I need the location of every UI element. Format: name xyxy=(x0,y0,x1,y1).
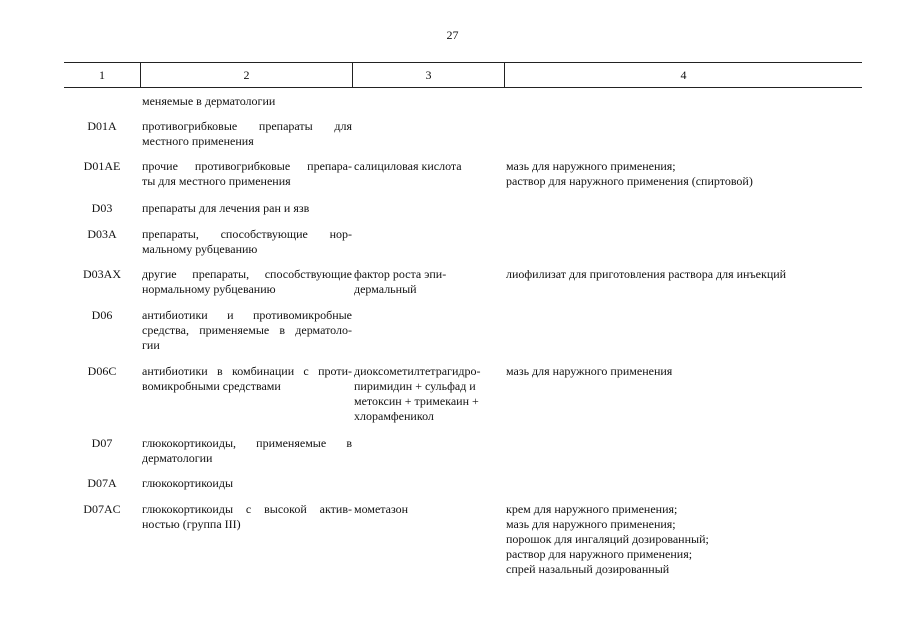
atc-code: D03AX xyxy=(83,267,121,281)
atc-group-line: местного применения xyxy=(142,134,254,148)
atc-group-line: препараты, способствующие нор- xyxy=(142,227,352,241)
atc-group xyxy=(142,227,352,257)
dosage-forms-line: раствор для наружного применения (спиртовой) xyxy=(506,174,753,188)
atc-group-line: гии xyxy=(142,338,160,352)
dosage-forms xyxy=(506,364,856,379)
atc-group xyxy=(142,201,352,216)
substance-line: пиримидин + сульфад и xyxy=(354,379,476,393)
atc-code: D03 xyxy=(91,201,113,215)
atc-group-line: глюкокортикоиды xyxy=(142,476,234,490)
atc-group xyxy=(142,436,352,466)
substance-line: салициловая кислота xyxy=(354,159,462,173)
substance-line: дермальный xyxy=(354,282,417,296)
substance xyxy=(354,364,502,424)
atc-group xyxy=(142,119,352,149)
atc-group xyxy=(142,94,352,109)
atc-group-line: антибиотики и противомикробные xyxy=(142,308,352,322)
substance xyxy=(354,267,502,297)
dosage-forms-line: мазь для наружного применения; xyxy=(506,517,676,531)
substance-line: диоксометилтетрагидро- xyxy=(354,364,481,378)
atc-group-line: другие препараты, способствующие xyxy=(142,267,352,281)
header-col-3: 3 xyxy=(425,68,432,82)
dosage-forms-line: раствор для наружного применения; xyxy=(506,547,693,561)
dosage-forms-line: мазь для наружного применения xyxy=(506,364,673,378)
atc-group xyxy=(142,502,352,532)
dosage-forms-line: лиофилизат для приготовления раствора для инъекций xyxy=(506,267,787,281)
atc-code: D01A xyxy=(87,119,117,133)
atc-code: D06 xyxy=(91,308,113,322)
header-col-2: 2 xyxy=(243,68,250,82)
atc-group xyxy=(142,364,352,394)
atc-group xyxy=(142,267,352,297)
atc-code: D06C xyxy=(87,364,117,378)
atc-code: D01AE xyxy=(83,159,121,173)
dosage-forms xyxy=(506,159,856,189)
atc-group xyxy=(142,308,352,353)
atc-group-line: средства, применяемые в дерматоло- xyxy=(142,323,352,337)
atc-group xyxy=(142,159,352,189)
atc-code: D07AC xyxy=(83,502,121,516)
atc-group-line: глюкокортикоиды с высокой актив- xyxy=(142,502,352,516)
dosage-forms-line: мазь для наружного применения; xyxy=(506,159,676,173)
atc-group xyxy=(142,476,352,491)
dosage-forms xyxy=(506,267,856,282)
substance-line: метоксин + тримекаин + xyxy=(354,394,479,408)
dosage-forms-line: спрей назальный дозированный xyxy=(506,562,670,576)
atc-group-line: ностью (группа III) xyxy=(142,517,241,531)
dosage-forms xyxy=(506,502,856,577)
atc-code: D07A xyxy=(87,476,117,490)
atc-group-line: глюкокортикоиды, применяемые в xyxy=(142,436,352,450)
table-header xyxy=(64,62,862,88)
atc-group-line: противогрибковые препараты для xyxy=(142,119,352,133)
page-number: 27 xyxy=(446,28,459,42)
atc-group-line: прочие противогрибковые препара- xyxy=(142,159,352,173)
substance-line: мометазон xyxy=(354,502,409,516)
atc-group-line: антибиотики в комбинации с проти- xyxy=(142,364,352,378)
substance-line: фактор роста эпи- xyxy=(354,267,447,281)
atc-group-line: вомикробными средствами xyxy=(142,379,281,393)
atc-code: D07 xyxy=(91,436,113,450)
substance xyxy=(354,502,502,517)
header-col-4: 4 xyxy=(680,68,687,82)
atc-code: D03A xyxy=(87,227,117,241)
atc-group-line: дерматологии xyxy=(142,451,213,465)
substance xyxy=(354,159,502,174)
atc-group-line: мальному рубцеванию xyxy=(142,242,258,256)
dosage-forms-line: крем для наружного применения; xyxy=(506,502,678,516)
atc-group-line: нормальному рубцеванию xyxy=(142,282,276,296)
header-col-1: 1 xyxy=(99,68,105,82)
substance-line: хлорамфеникол xyxy=(354,409,434,423)
atc-group-line: меняемые в дерматологии xyxy=(142,94,276,108)
dosage-forms-line: порошок для ингаляций дозированный; xyxy=(506,532,709,546)
atc-group-line: ты для местного применения xyxy=(142,174,291,188)
atc-group-line: препараты для лечения ран и язв xyxy=(142,201,310,215)
